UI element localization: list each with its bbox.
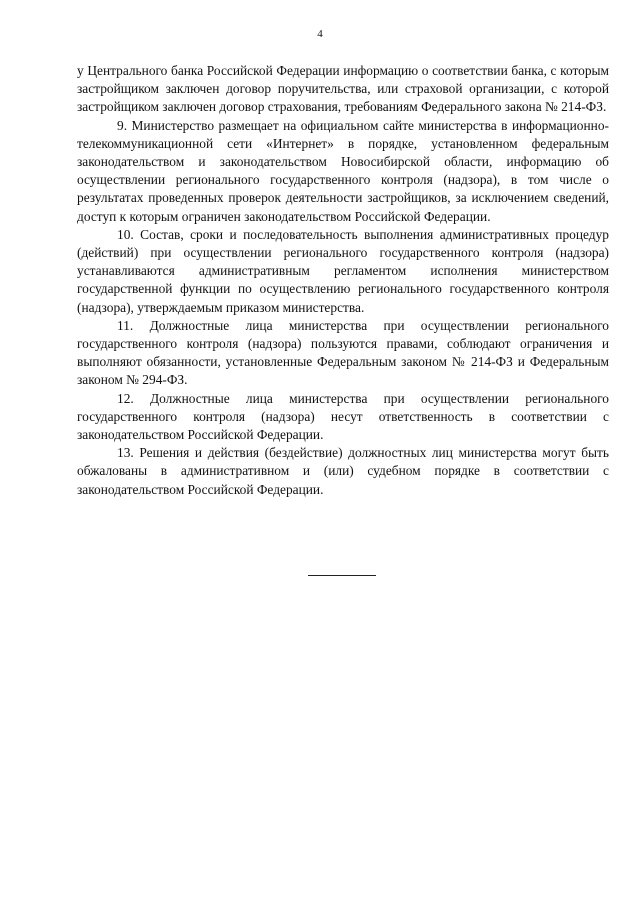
paragraph-12: 12. Должностные лица министерства при осуществлении регионального государственного контроля (надзора) несут ответственность в соответствии с законодательством Российской Федерации. (77, 390, 609, 443)
paragraph-10: 10. Состав, сроки и последовательность выполнения административных процедур (действий) при осуществлении регионального государственного контроля (надзора) устанавливаются административным регламентом исполнения министерством государственной функции по осуществлению регионального государственного контроля (надзора), утверждаемым приказом министерства. (77, 226, 609, 315)
paragraph-9: 9. Министерство размещает на официальном сайте министерства в информационно-телекоммуникационной сети «Интернет» в порядке, установленном федеральным законодательством и законодательством Новосибирской области, информацию об осуществлении регионального государственного контроля (надзора), в том числе о результатах проведенных проверок деятельности застройщиков, за исключением сведений, доступ к которым ограничен законодательством Российской Федерации. (77, 117, 609, 224)
end-of-document-rule (308, 575, 376, 576)
paragraph-continuation: у Центрального банка Российской Федерации информацию о соответствии банка, с которым застройщиком заключен договор поручительства, или страховой организации, с которой застройщиком заключен договор страхования, требованиям Федерального закона № 214-ФЗ. (77, 63, 609, 115)
paragraph-13: 13. Решения и действия (бездействие) должностных лиц министерства могут быть обжалованы в административном и (или) судебном порядке в соответствии с законодательством Российской Федерации. (77, 445, 609, 497)
page-number: 4 (317, 28, 323, 40)
document-body (77, 62, 609, 499)
paragraph-11: 11. Должностные лица министерства при осуществлении регионального государственного контроля (надзора) пользуются правами, соблюдают ограничения и выполняют обязанности, установленные Федеральным законом № 214-ФЗ и Федеральным законом № 294-ФЗ. (77, 317, 609, 388)
